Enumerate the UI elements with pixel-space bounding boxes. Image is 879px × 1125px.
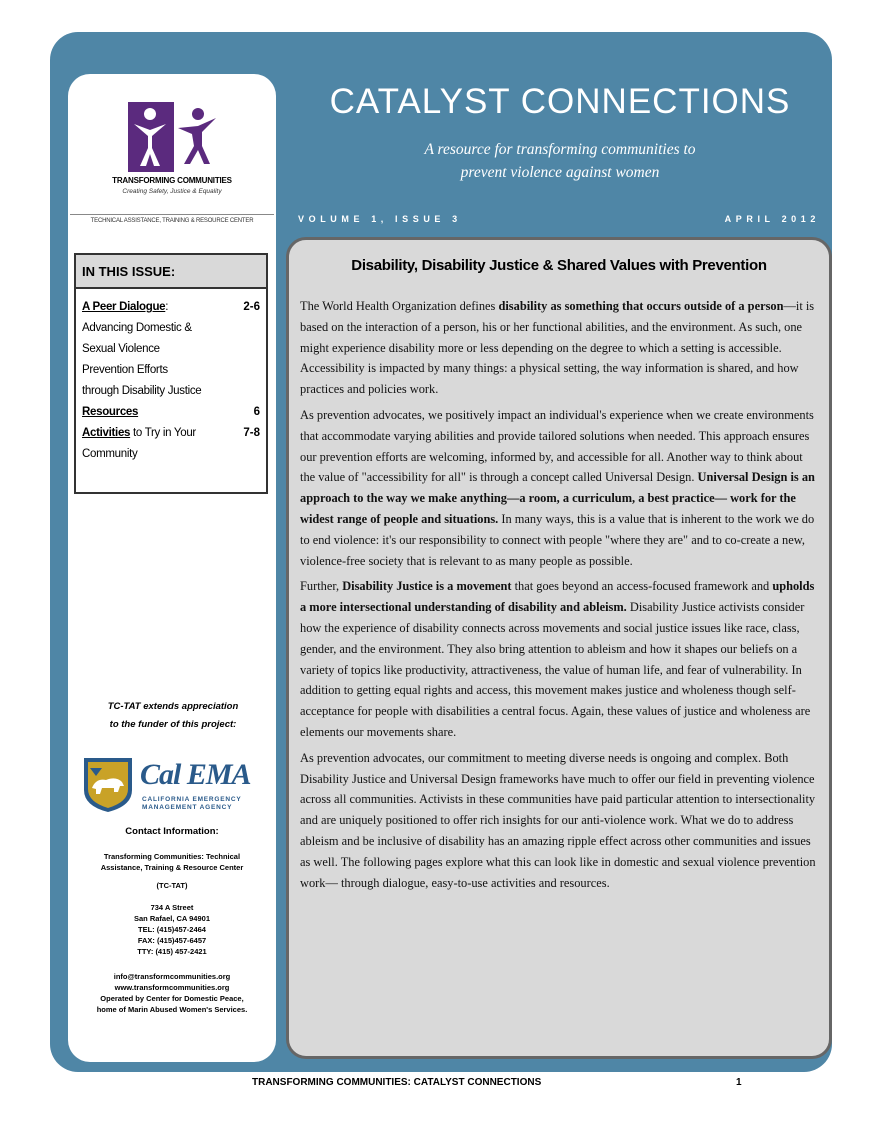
contact-website-link[interactable]: www.transformcommunities.org [114, 983, 230, 992]
contact-heading: Contact Information: [125, 826, 219, 837]
contact-org [74, 851, 270, 873]
contact-address [74, 902, 270, 957]
contact-abbr: (TC-TAT) [156, 881, 188, 890]
text-run: As prevention advocates, our commitment to meeting diverse needs is ongoing and complex. Both Disability Justice and Universal Design frameworks have much to offer our field in preventing violence across all communities. Activists in these communities have paid particular attention to intersectionality and are uniquely positioned to offer rich insights for our anti-violence work. What we do to address ableism and be inclusive of disability has an amazing ripple effect across other communities and issues as well. The following pages explore what this can look like in domestic and sexual violence prevention work— through dialogue, easy-to-use activities and resources. [300, 750, 816, 890]
toc-item-page [232, 339, 260, 360]
funder-line-1: TC-TAT extends appreciation [107, 701, 239, 712]
text-run: that goes beyond an access-focused framework and [511, 579, 773, 594]
two-figures-logo-icon [128, 102, 218, 174]
operated-by-line-2: home of Marin Abused Women's Services. [96, 1005, 248, 1014]
calema-sub-line-2: MANAGEMENT AGENCY [142, 804, 233, 811]
toc-item-page [232, 360, 260, 381]
toc-item-page: 7-8 [243, 427, 260, 439]
toc-item-page: 6 [253, 406, 260, 418]
subtitle-line-1: A resource for transforming communities to [424, 141, 696, 158]
issue-date: APRIL 2012 [724, 214, 820, 224]
article-paragraph-1 [300, 296, 820, 400]
subtitle-line-2: prevent violence against women [460, 164, 660, 181]
calema-sub-line-1: CALIFORNIA EMERGENCY [142, 796, 242, 803]
toc-item [82, 318, 260, 339]
toc-item-title: Sexual Violence [82, 343, 160, 355]
california-bear-shield-icon [82, 756, 134, 814]
toc-item [82, 444, 260, 465]
toc-item-link[interactable]: Activities [82, 427, 131, 439]
bold-phrase: disability as something that occurs outside of a person [498, 299, 784, 313]
toc-item-page [232, 381, 260, 402]
text-run: Further, [300, 579, 343, 594]
toc-item-link[interactable]: A Peer Dialogue [82, 301, 166, 313]
contact-info [74, 826, 270, 1015]
funder-note [78, 698, 268, 734]
article-title: Disability, Disability Justice & Shared Values with Prevention [351, 257, 767, 274]
bold-phrase: Universal Design is an approach to the way we make anything—a room, a curriculum, a best practice— work for the widest range of people and situations. [300, 470, 815, 526]
page-footer: TRANSFORMING COMMUNITIES: CATALYST CONNECTIONS [252, 1077, 542, 1088]
article-paragraph-4 [300, 748, 820, 894]
toc-item-page: 2-6 [243, 301, 260, 313]
contact-web [74, 971, 270, 1015]
text-run: As prevention advocates, we positively impact an individual's experience when we create environments that accommodate varying abilities and provide tailored solutions when needed. This approach ensures our prevention efforts are welcoming, informed by, and accessible for all. Another way to think about the value of "accessibility for all" is through a concept called Universal Design. [300, 407, 814, 485]
newsletter-subtitle [290, 138, 830, 184]
article-box [286, 237, 832, 1059]
toc-item [82, 339, 260, 360]
in-this-issue-box [74, 253, 268, 494]
page-number: 1 [736, 1077, 742, 1088]
org-subtitle: TECHNICAL ASSISTANCE, TRAINING & RESOURCE CENTER [70, 214, 274, 224]
bold-phrase: Disability Justice is a movement [342, 579, 512, 594]
address-fax: FAX: (415)457-6457 [137, 936, 207, 945]
calema-logo-text: Cal EMA [140, 758, 251, 791]
toc-item [82, 381, 260, 402]
text-run: —it is based on the interaction of a person, his or her functional abilities, and the environment. As such, one might experience disability more or less depending on the degree to which a setting is accessible. Accessibility is impacted by many things: a physical setting, the way information is shared, and how practices and policies work. [300, 299, 815, 397]
text-run: In many ways, this is a value that is inherent to the work we do to end violence: it's our responsibility to connect with people "where they are" and to co-create a new, violence-free society that is relevant to as many people as possible. [300, 511, 815, 568]
funder-line-2: to the funder of this project: [109, 719, 237, 730]
calema-logo [82, 752, 264, 816]
volume-issue: VOLUME 1, ISSUE 3 [298, 214, 462, 224]
operated-by-line-1: Operated by Center for Domestic Peace, [100, 994, 244, 1003]
toc-item-title: Prevention Efforts [82, 364, 168, 376]
calema-logo-subtitle [142, 796, 242, 812]
article-body [300, 296, 820, 898]
toc-item [82, 360, 260, 381]
address-tty: TTY: (415) 457-2421 [137, 947, 207, 956]
org-tagline: Creating Safety, Justice & Equality [122, 188, 222, 195]
org-name: TRANSFORMING COMMUNITIES [112, 176, 232, 185]
article-paragraph-2 [300, 405, 820, 571]
toc-item-title: A Peer Dialogue: [82, 301, 169, 313]
toc-item-title: through Disability Justice [82, 385, 202, 397]
toc-item[interactable] [82, 423, 260, 444]
toc-list [76, 289, 266, 465]
toc-item-title: Activities to Try in Your [82, 427, 196, 439]
contact-org-line-2: Assistance, Training & Resource Center [100, 863, 244, 872]
address-tel: TEL: (415)457-2464 [138, 925, 206, 934]
text-run: Disability Justice activists consider how the experience of disability connects across movements and social justice issues like race, class, gender, and the environment. They also bring attention to ableism and how it shapes our beliefs on a variety of topics like productivity, attractiveness, the value of human life, and fear of vulnerability. In addition to getting equal rights and access, this movement makes justice and wholeness though self-acceptance for people with disabilities a central focus. Again, these values of justice and wholeness are elements our movements share. [300, 600, 811, 739]
toc-item-page [232, 318, 260, 339]
contact-org-line-1: Transforming Communities: Technical [103, 852, 241, 861]
toc-item-link[interactable]: Resources [82, 406, 139, 418]
toc-item-title [82, 402, 232, 423]
toc-item-title: Advancing Domestic & [82, 322, 192, 334]
toc-item-title: Community [82, 448, 138, 460]
toc-item[interactable] [82, 402, 260, 423]
bold-phrase: upholds a more intersectional understanding of disability and ableism. [300, 579, 815, 615]
toc-item[interactable] [82, 297, 260, 318]
toc-item-page [232, 444, 260, 465]
text-run: The World Health Organization defines [300, 299, 499, 313]
address-city: San Rafael, CA 94901 [133, 914, 210, 923]
toc-heading: IN THIS ISSUE: [76, 255, 266, 289]
address-street: 734 A Street [150, 903, 194, 912]
newsletter-title: CATALYST CONNECTIONS [329, 82, 791, 121]
contact-email-link[interactable]: info@transformcommunities.org [113, 972, 231, 981]
article-paragraph-3 [300, 576, 820, 742]
